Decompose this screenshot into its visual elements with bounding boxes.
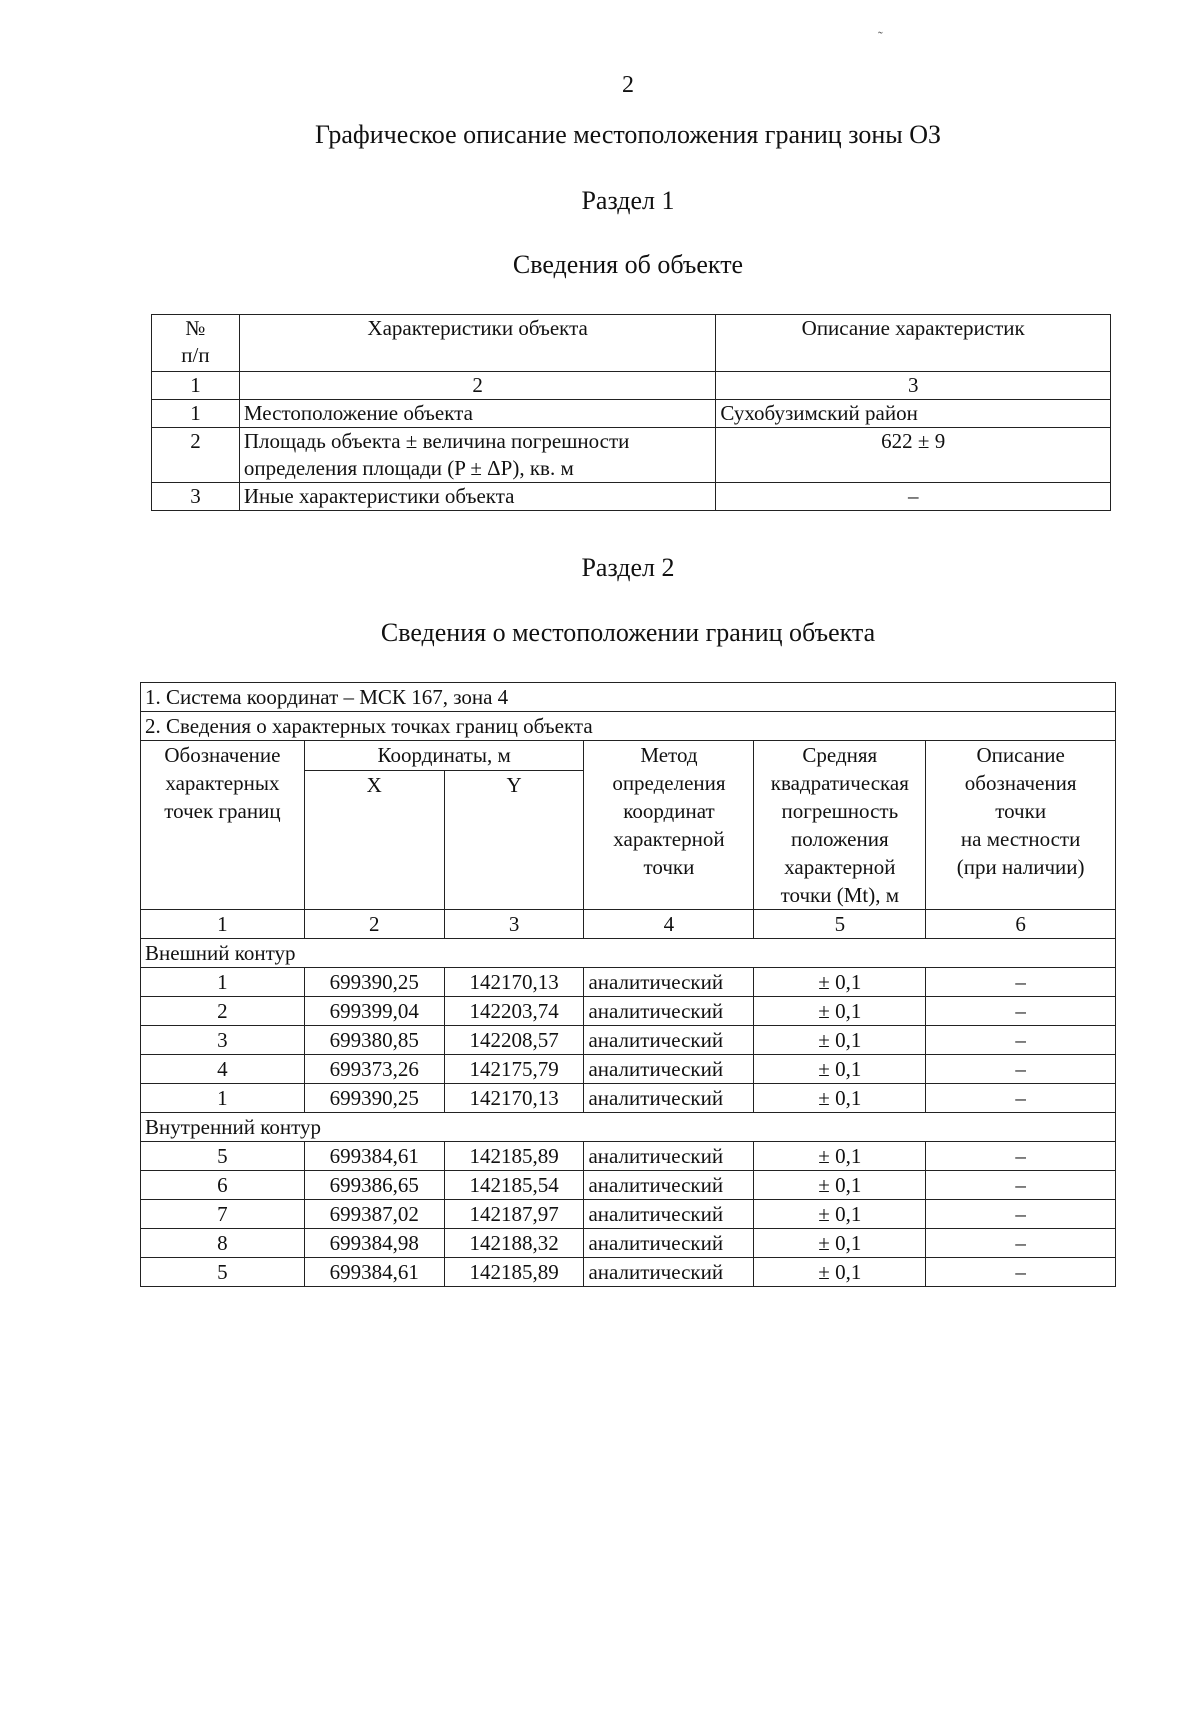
header-method: Метод определения координат характерной точки	[584, 741, 754, 910]
table-row	[141, 1142, 1116, 1171]
coord-y: 142203,74	[444, 997, 584, 1026]
table-numbering-row	[141, 910, 1116, 939]
point-description: –	[926, 1258, 1116, 1287]
contour-label: Внешний контур	[141, 939, 1116, 968]
point-description: –	[926, 1171, 1116, 1200]
column-number: 1	[152, 372, 240, 400]
point-description: –	[926, 1055, 1116, 1084]
table-row	[141, 1229, 1116, 1258]
coord-y: 142187,97	[444, 1200, 584, 1229]
table-header-row	[141, 741, 1116, 771]
header-characteristic: Характеристики объекта	[239, 315, 715, 372]
coord-x: 699390,25	[304, 968, 444, 997]
error: ± 0,1	[754, 1055, 926, 1084]
coord-y: 142185,54	[444, 1171, 584, 1200]
page-number: 2	[622, 72, 634, 98]
points-caption-row	[141, 712, 1116, 741]
point-id: 6	[141, 1171, 305, 1200]
error: ± 0,1	[754, 968, 926, 997]
error: ± 0,1	[754, 1084, 926, 1113]
coordinate-system: 1. Система координат – МСК 167, зона 4	[141, 683, 1116, 712]
characteristic-value: –	[716, 483, 1111, 511]
point-id: 5	[141, 1258, 305, 1287]
coord-x: 699373,26	[304, 1055, 444, 1084]
error: ± 0,1	[754, 1229, 926, 1258]
error: ± 0,1	[754, 1142, 926, 1171]
column-number: 4	[584, 910, 754, 939]
section-1-subheading: Сведения об объекте	[512, 250, 744, 279]
contour-label-row	[141, 939, 1116, 968]
point-description: –	[926, 1229, 1116, 1258]
table-numbering-row	[152, 372, 1111, 400]
column-number: 2	[239, 372, 715, 400]
row-number: 1	[152, 400, 240, 428]
table-row	[141, 1200, 1116, 1229]
coord-x: 699390,25	[304, 1084, 444, 1113]
table-row	[152, 428, 1111, 483]
section-2-subheading: Сведения о местоположении границ объекта	[380, 618, 876, 647]
method: аналитический	[584, 1142, 754, 1171]
section-1-heading: Раздел 1	[581, 186, 675, 215]
scan-mark: ˜	[878, 30, 883, 45]
header-description: Описание характеристик	[716, 315, 1111, 372]
characteristic-value: 622 ± 9	[716, 428, 1111, 483]
header-description: Описание обозначения точки на местности (при наличии)	[926, 741, 1116, 910]
point-description: –	[926, 1084, 1116, 1113]
row-number: 3	[152, 483, 240, 511]
point-id: 3	[141, 1026, 305, 1055]
coord-y: 142175,79	[444, 1055, 584, 1084]
point-id: 1	[141, 968, 305, 997]
coord-x: 699387,02	[304, 1200, 444, 1229]
table-header-row	[152, 315, 1111, 372]
header-coordinates: Координаты, м	[304, 741, 584, 771]
table-row	[141, 1084, 1116, 1113]
contour-label: Внутренний контур	[141, 1113, 1116, 1142]
table-row	[141, 1171, 1116, 1200]
point-description: –	[926, 1142, 1116, 1171]
column-number: 5	[754, 910, 926, 939]
point-description: –	[926, 997, 1116, 1026]
boundary-points-table	[140, 682, 1116, 1287]
column-number: 3	[444, 910, 584, 939]
column-number: 3	[716, 372, 1111, 400]
coord-x: 699380,85	[304, 1026, 444, 1055]
coord-y: 142185,89	[444, 1258, 584, 1287]
characteristic-name: Местоположение объекта	[239, 400, 715, 428]
method: аналитический	[584, 1258, 754, 1287]
table-row	[141, 1258, 1116, 1287]
object-info-table	[151, 314, 1111, 511]
coord-y: 142208,57	[444, 1026, 584, 1055]
characteristic-name: Иные характеристики объекта	[239, 483, 715, 511]
method: аналитический	[584, 1229, 754, 1258]
method: аналитический	[584, 1171, 754, 1200]
point-description: –	[926, 968, 1116, 997]
characteristic-value: Сухобузимский район	[716, 400, 1111, 428]
coord-x: 699384,61	[304, 1258, 444, 1287]
page-title: Графическое описание местоположения границ зоны ОЗ	[314, 120, 942, 149]
table-row	[152, 483, 1111, 511]
coord-y: 142188,32	[444, 1229, 584, 1258]
table-row	[141, 997, 1116, 1026]
coord-y: 142170,13	[444, 1084, 584, 1113]
error: ± 0,1	[754, 1200, 926, 1229]
method: аналитический	[584, 968, 754, 997]
coord-x: 699384,98	[304, 1229, 444, 1258]
point-id: 7	[141, 1200, 305, 1229]
characteristic-name: Площадь объекта ± величина погрешности определения площади (P ± ΔP), кв. м	[239, 428, 715, 483]
header-y: Y	[444, 771, 584, 910]
method: аналитический	[584, 1055, 754, 1084]
error: ± 0,1	[754, 997, 926, 1026]
coord-x: 699399,04	[304, 997, 444, 1026]
column-number: 2	[304, 910, 444, 939]
column-number: 6	[926, 910, 1116, 939]
method: аналитический	[584, 1084, 754, 1113]
header-x: X	[304, 771, 444, 910]
table-row	[141, 968, 1116, 997]
coord-x: 699386,65	[304, 1171, 444, 1200]
point-id: 4	[141, 1055, 305, 1084]
error: ± 0,1	[754, 1171, 926, 1200]
method: аналитический	[584, 997, 754, 1026]
error: ± 0,1	[754, 1258, 926, 1287]
table-row	[141, 1026, 1116, 1055]
method: аналитический	[584, 1026, 754, 1055]
coord-y: 142185,89	[444, 1142, 584, 1171]
section-2-heading: Раздел 2	[581, 553, 675, 582]
points-caption: 2. Сведения о характерных точках границ объекта	[141, 712, 1116, 741]
row-number: 2	[152, 428, 240, 483]
column-number: 1	[141, 910, 305, 939]
header-error: Средняя квадратическая погрешность положения характерной точки (Mt), м	[754, 741, 926, 910]
coord-x: 699384,61	[304, 1142, 444, 1171]
coordinate-system-row	[141, 683, 1116, 712]
coord-y: 142170,13	[444, 968, 584, 997]
point-description: –	[926, 1200, 1116, 1229]
method: аналитический	[584, 1200, 754, 1229]
table-row	[152, 400, 1111, 428]
header-number: № п/п	[152, 315, 240, 372]
error: ± 0,1	[754, 1026, 926, 1055]
point-id: 1	[141, 1084, 305, 1113]
point-id: 5	[141, 1142, 305, 1171]
contour-label-row	[141, 1113, 1116, 1142]
header-point: Обозначение характерных точек границ	[141, 741, 305, 910]
point-description: –	[926, 1026, 1116, 1055]
table-row	[141, 1055, 1116, 1084]
point-id: 8	[141, 1229, 305, 1258]
point-id: 2	[141, 997, 305, 1026]
